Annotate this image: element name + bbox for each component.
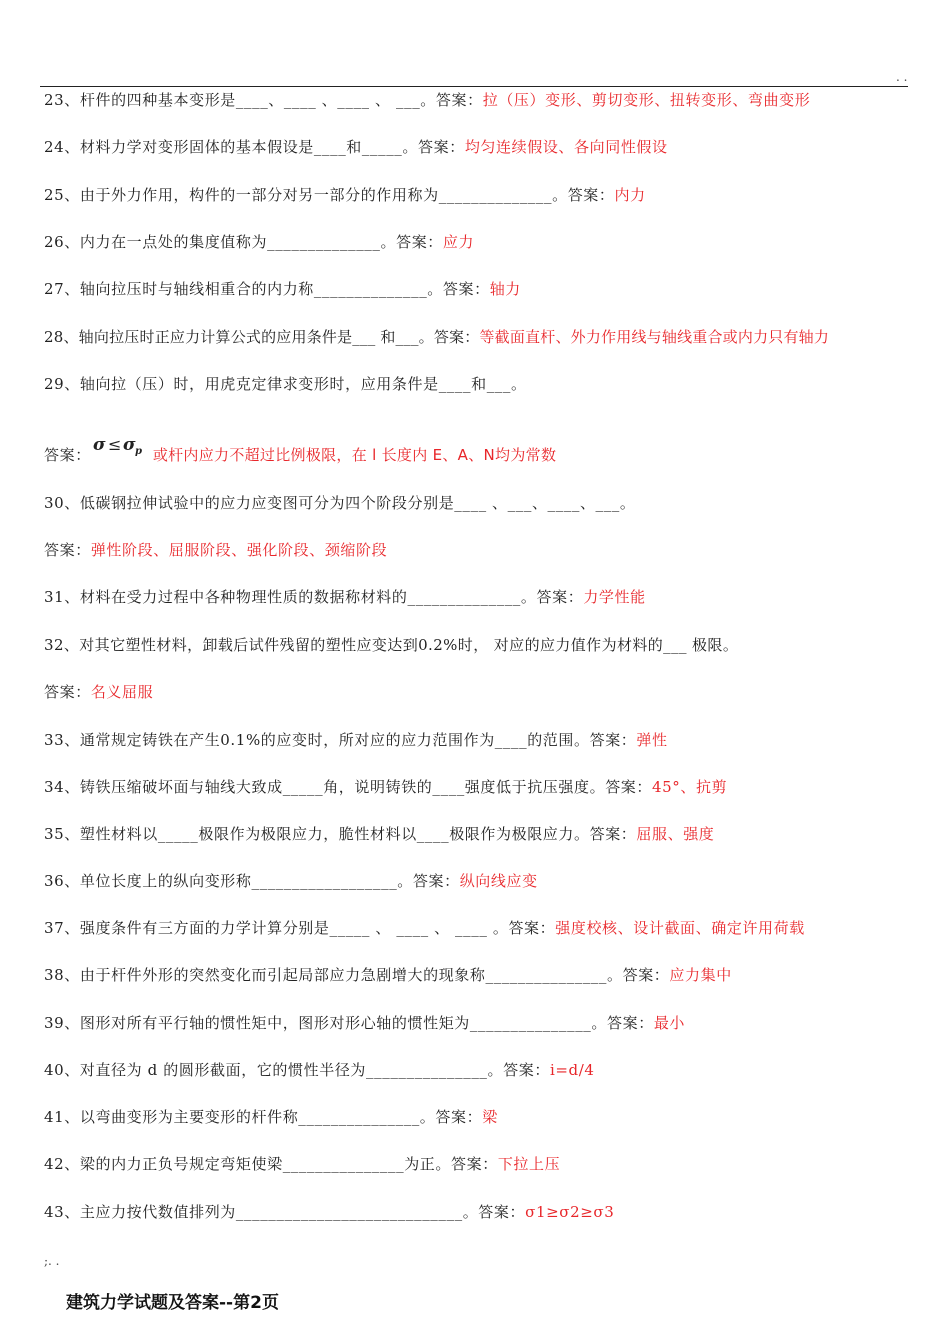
question-text: 40、对直径为 d 的圆形截面，它的惯性半径为_______________。 — [44, 1061, 504, 1079]
answer-text: 梁 — [482, 1108, 498, 1126]
question-30 — [44, 493, 635, 513]
answer-32 — [44, 682, 153, 702]
question-text: 31、材料在受力过程中各种物理性质的数据称材料的______________。 — [44, 588, 537, 606]
answer-29 — [44, 435, 557, 465]
answer-text: 应力 — [442, 233, 475, 251]
answer-text: 纵向线应变 — [459, 872, 538, 890]
question-text: 32、对其它塑性材料，卸载后试件残留的塑性应变达到0.2%时， 对应的应力值作为材料的___ 极限。 — [44, 636, 739, 654]
question-text: 24、材料力学对变形固体的基本假设是____和_____。 — [44, 138, 418, 156]
answer-text: 拉（压）变形、剪切变形、扭转变形、弯曲变形 — [482, 91, 811, 109]
question-text: 37、强度条件有三方面的力学计算分别是_____ 、 ____ 、 ____ 。 — [44, 919, 509, 937]
formula-sigma-le-sigma-p — [92, 435, 151, 460]
answer-label: 答案： — [435, 1108, 483, 1126]
answer-label: 答案： — [567, 186, 615, 204]
question-text: 42、梁的内力正负号规定弯矩使梁_______________为正。 — [44, 1155, 451, 1173]
answer-label: 答案： — [508, 919, 556, 937]
question-33 — [44, 730, 668, 750]
question-text: 29、轴向拉（压）时，用虎克定律求变形时，应用条件是____和___。 — [44, 375, 527, 393]
answer-label: 答案： — [607, 1014, 654, 1032]
question-42 — [44, 1154, 560, 1174]
question-text: 25、由于外力作用，构件的一部分对另一部分的作用称为______________。 — [44, 186, 568, 204]
question-text: 28、轴向拉压时正应力计算公式的应用条件是___ 和___。 — [44, 328, 434, 346]
question-31 — [44, 587, 646, 607]
answer-label: 答案： — [478, 1203, 526, 1221]
answer-label: 答案： — [536, 588, 584, 606]
answer-text: 弹性 — [636, 731, 668, 749]
question-text: 38、由于杆件外形的突然变化而引起局部应力急剧增大的现象称_______________。 — [44, 966, 623, 984]
svg-text:p: p — [134, 446, 143, 457]
answer-label: 答案： — [589, 825, 637, 843]
answer-text: 下拉上压 — [497, 1155, 561, 1173]
answer-text: 等截面直杆、外力作用线与轴线重合或内力只有轴力 — [479, 328, 830, 346]
question-26 — [44, 232, 474, 252]
question-37 — [44, 918, 805, 938]
answer-label: 答案： — [451, 1155, 498, 1173]
question-28 — [44, 327, 829, 347]
answer-text: 或杆内应力不超过比例极限，在 l 长度内 E、A、N均为常数 — [152, 446, 557, 464]
question-text: 30、低碳钢拉伸试验中的应力应变图可分为四个阶段分别是____ 、___、____、___。 — [44, 494, 636, 512]
corner-mark: . . — [896, 70, 908, 84]
svg-text:σ: σ — [122, 435, 136, 455]
answer-text: 45°、抗剪 — [652, 778, 728, 796]
question-40 — [44, 1060, 595, 1080]
question-24 — [44, 137, 668, 157]
answer-text: 力学性能 — [583, 588, 646, 606]
question-39 — [44, 1013, 685, 1033]
answer-label: 答案： — [44, 446, 91, 464]
answer-text: 弹性阶段、屈服阶段、强化阶段、颈缩阶段 — [90, 541, 388, 559]
answer-text: 最小 — [653, 1014, 686, 1032]
answer-label: 答案： — [435, 91, 483, 109]
question-27 — [44, 279, 521, 299]
question-41 — [44, 1107, 498, 1127]
answer-text: σ1≥σ2≥σ3 — [525, 1203, 615, 1221]
answer-text: 均匀连续假设、各向同性假设 — [464, 138, 668, 156]
answer-label: 答案： — [622, 966, 670, 984]
question-38 — [44, 965, 732, 985]
answer-label: 答案： — [396, 233, 443, 251]
answer-label: 答案： — [589, 731, 637, 749]
question-text: 41、以弯曲变形为主要变形的杆件称_______________。 — [44, 1108, 436, 1126]
header-rule — [40, 86, 908, 87]
answer-label: 答案： — [605, 778, 653, 796]
question-25 — [44, 185, 646, 205]
question-text: 39、图形对所有平行轴的惯性矩中，图形对形心轴的惯性矩为_______________。 — [44, 1014, 607, 1032]
question-text: 33、通常规定铸铁在产生0.1%的应变时，所对应的应力范围作为____的范围。 — [44, 731, 590, 749]
answer-label: 答案： — [412, 872, 460, 890]
question-35 — [44, 824, 714, 844]
question-text: 23、杆件的四种基本变形是____、____ 、____ 、 ___。 — [44, 91, 436, 109]
answer-text: 内力 — [614, 186, 646, 204]
page-footer: 建筑力学试题及答案--第2页 — [66, 1293, 279, 1313]
question-43 — [44, 1202, 614, 1222]
answer-label: 答案： — [433, 328, 480, 346]
question-36 — [44, 871, 538, 891]
question-text: 35、塑性材料以_____极限作为极限应力，脆性材料以____极限作为极限应力。 — [44, 825, 590, 843]
answer-text: 名义屈服 — [90, 683, 154, 701]
question-text: 34、铸铁压缩破坏面与轴线大致成_____角，说明铸铁的____强度低于抗压强度。 — [44, 778, 606, 796]
answer-label: 答案： — [503, 1061, 550, 1079]
answer-text: 屈服、强度 — [636, 825, 715, 843]
bottom-mark: ;. . — [44, 1254, 60, 1268]
answer-label: 答案： — [442, 280, 490, 298]
svg-text:≤: ≤ — [107, 435, 122, 454]
question-text: 27、轴向拉压时与轴线相重合的内力称______________。 — [44, 280, 443, 298]
svg-text:σ: σ — [92, 435, 106, 455]
answer-text: 强度校核、设计截面、确定许用荷载 — [555, 919, 805, 937]
question-text: 36、单位长度上的纵向变形称__________________。 — [44, 872, 413, 890]
question-23 — [44, 90, 810, 110]
answer-text: 应力集中 — [669, 966, 732, 984]
answer-text: 轴力 — [489, 280, 521, 298]
answer-label: 答案： — [418, 138, 465, 156]
question-29 — [44, 374, 527, 394]
answer-text: i=d/4 — [549, 1061, 595, 1079]
answer-label: 答案： — [44, 541, 91, 559]
question-text: 26、内力在一点处的集度值称为______________。 — [44, 233, 397, 251]
question-34 — [44, 777, 727, 797]
question-32 — [44, 635, 738, 655]
answer-label: 答案： — [44, 683, 91, 701]
answer-30 — [44, 540, 387, 560]
question-text: 43、主应力按代数值排列为____________________________。 — [44, 1203, 479, 1221]
